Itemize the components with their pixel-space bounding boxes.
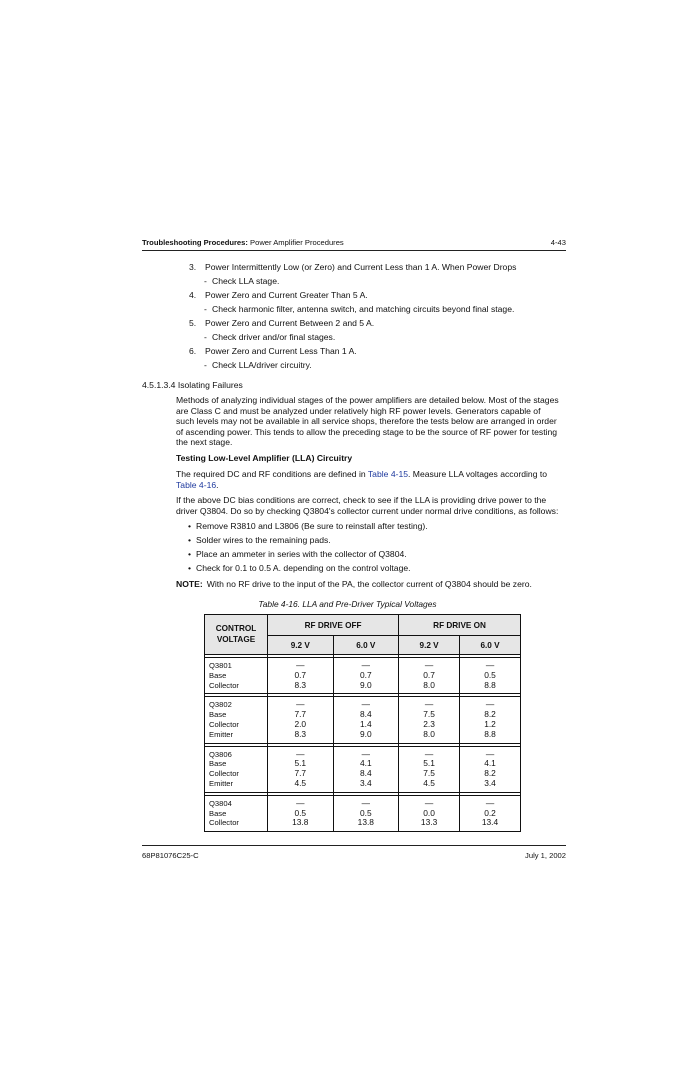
req-text: The required DC and RF conditions are defined in [176, 469, 368, 479]
voltage-value: 13.8 [292, 817, 309, 828]
voltage-value: 1.4 [359, 718, 372, 729]
bullet-item: • Solder wires to the remaining pads. [188, 535, 331, 545]
control-header-line: CONTROL [215, 624, 257, 633]
list-number: 5. [189, 318, 197, 328]
voltage-value: 4.1 [359, 758, 372, 769]
header-section-bold: Troubleshooting Procedures: [142, 238, 248, 247]
voltage-value: 8.8 [484, 679, 496, 690]
voltage-cell [268, 795, 334, 831]
voltage-cell [268, 658, 334, 694]
sub-item-5: - Check driver and/or final stages. [204, 332, 336, 342]
voltage-value: 0.0 [423, 807, 435, 818]
requirements-paragraph [176, 469, 566, 490]
transistor-label: Emitter [209, 729, 234, 739]
voltage-value: — [361, 699, 370, 710]
voltage-value: 8.3 [294, 728, 307, 739]
voltage-value: 3.4 [359, 777, 372, 788]
list-number: 4. [189, 290, 197, 300]
footer-doc-number: 68P81076C25-C [142, 851, 199, 860]
list-item-5 [189, 318, 374, 328]
transistor-label: Q3806 [209, 749, 232, 759]
bullet-item: • Check for 0.1 to 0.5 A. depending on the control voltage. [188, 563, 411, 573]
transistor-label-cell [205, 697, 268, 743]
subheading: Testing Low-Level Amplifier (LLA) Circuitry [176, 453, 353, 463]
list-item-6 [189, 346, 357, 356]
voltage-subheader: 6.0 V [333, 636, 399, 655]
header-section-rest: Power Amplifier Procedures [250, 238, 344, 247]
voltage-subheader: 9.2 V [399, 636, 460, 655]
bias-line: driver Q3804. Do so by checking Q3804's collector current under normal drive conditions, as follows: [176, 505, 559, 516]
voltage-value: — [424, 797, 434, 808]
voltage-value: 5.1 [423, 758, 435, 769]
bullet-text: Place an ammeter in series with the collector of Q3804. [196, 549, 407, 559]
voltage-value: 8.4 [359, 768, 372, 779]
list-text: Power Intermittently Low (or Zero) and Current Less than 1 A. When Power Drops [205, 262, 517, 272]
voltage-cell [268, 697, 334, 743]
voltage-value: 9.0 [359, 728, 372, 739]
sub-text: Check harmonic filter, antenna switch, and matching circuits beyond final stage. [212, 304, 515, 314]
list-item-3 [189, 262, 516, 272]
voltage-value: 8.2 [484, 768, 496, 779]
voltage-value: 0.5 [484, 669, 496, 680]
voltage-value: 2.3 [423, 718, 435, 729]
voltage-table [204, 614, 521, 832]
voltage-value: 7.7 [294, 768, 307, 779]
list-number: 3. [189, 262, 197, 272]
transistor-label: Collector [209, 818, 239, 828]
voltage-value: — [361, 660, 370, 670]
voltage-cell [333, 697, 399, 743]
note-label: NOTE: [176, 579, 203, 589]
voltage-value: — [296, 699, 305, 710]
voltage-cell [333, 746, 399, 792]
voltage-cell [460, 746, 521, 792]
voltage-cell [399, 746, 460, 792]
bullet-item: • Place an ammeter in series with the collector of Q3804. [188, 549, 407, 559]
voltage-value: 1.2 [484, 718, 496, 729]
intro-line: of ascending power. This tends to allow the preceding stage to be the source of RF power for testing [176, 426, 558, 437]
transistor-label: Q3802 [209, 700, 232, 710]
transistor-label: Collector [209, 680, 239, 690]
voltage-value: 8.0 [423, 728, 435, 739]
voltage-value: 5.1 [294, 758, 307, 769]
voltage-value: — [485, 748, 495, 759]
voltage-value: 0.7 [423, 669, 435, 680]
table-row [205, 658, 521, 694]
rf-drive-off-header: RF DRIVE OFF [268, 615, 399, 636]
voltage-value: 0.7 [359, 669, 372, 680]
intro-line: are Class C and must be analyzed under relatively high RF power levels. Generators capable of [176, 405, 541, 416]
voltage-value: — [361, 797, 370, 808]
transistor-label: Base [209, 670, 227, 680]
voltage-value: — [424, 748, 434, 759]
voltage-cell [333, 795, 399, 831]
transistor-label: Q3804 [209, 798, 232, 808]
table-row [205, 795, 521, 831]
transistor-label-cell [205, 795, 268, 831]
control-header-line: VOLTAGE [216, 634, 256, 644]
voltage-value: — [485, 660, 495, 670]
voltage-value: 8.2 [484, 709, 496, 720]
transistor-label: Q3801 [209, 661, 232, 670]
list-number: 6. [189, 346, 197, 356]
voltage-value: 9.0 [359, 679, 372, 690]
transistor-label: Collector [209, 719, 239, 729]
voltage-cell [268, 746, 334, 792]
table-caption: Table 4-16. LLA and Pre-Driver Typical Voltages [258, 599, 437, 609]
bullet-item: • Remove R3810 and L3806 (Be sure to reinstall after testing). [188, 521, 428, 531]
intro-line: Methods of analyzing individual stages of the power amplifiers are detailed below. Most of the stages [176, 395, 559, 405]
transistor-label: Emitter [209, 778, 234, 788]
intro-line: such levels may not be available in all service shops, therefore the tests below are arranged in order [176, 416, 557, 427]
list-text: Power Zero and Current Less Than 1 A. [205, 346, 357, 356]
voltage-value: 8.8 [484, 728, 496, 739]
bias-line: If the above DC bias conditions are correct, check to see if the LLA is providing drive power to the [176, 495, 547, 505]
table-row [205, 746, 521, 792]
voltage-cell [333, 658, 399, 694]
bullet-text: Solder wires to the remaining pads. [196, 535, 331, 545]
voltage-value: 13.3 [420, 817, 438, 828]
voltage-value: — [296, 660, 305, 670]
transistor-label: Base [209, 710, 227, 720]
bullet-text: Remove R3810 and L3806 (Be sure to reinstall after testing). [196, 521, 428, 531]
list-text: Power Zero and Current Greater Than 5 A. [205, 290, 368, 300]
transistor-label: Base [209, 759, 227, 769]
header-page-number: 4-43 [550, 238, 566, 247]
section-heading: 4.5.1.3.4 Isolating Failures [142, 380, 243, 390]
transistor-label: Collector [209, 769, 239, 779]
voltage-value: — [485, 699, 495, 710]
voltage-value: — [424, 660, 434, 670]
voltage-value: 7.7 [294, 709, 307, 720]
voltage-cell [399, 795, 460, 831]
voltage-subheader: 6.0 V [460, 636, 521, 655]
note [176, 579, 532, 589]
req-text: . Measure LLA voltages according to [408, 469, 548, 479]
transistor-label: Base [209, 808, 227, 818]
voltage-value: — [296, 797, 305, 808]
voltage-value: 13.4 [481, 817, 499, 828]
req-text: . [216, 479, 219, 490]
voltage-value: 2.0 [294, 718, 307, 729]
voltage-value: — [485, 797, 495, 808]
voltage-value: 4.1 [484, 758, 496, 769]
footer-rule [142, 845, 566, 846]
footer-date: July 1, 2002 [525, 851, 566, 860]
voltage-value: 8.3 [294, 679, 307, 690]
voltage-value: — [296, 748, 305, 759]
bias-paragraph [176, 495, 566, 516]
header-title [142, 238, 344, 247]
voltage-cell [399, 697, 460, 743]
sub-text: Check LLA/driver circuitry. [212, 360, 312, 370]
voltage-value: 7.5 [423, 768, 435, 779]
intro-paragraph [176, 395, 566, 448]
voltage-cell [460, 658, 521, 694]
voltage-value: 0.5 [359, 807, 372, 818]
sub-text: Check LLA stage. [212, 276, 280, 286]
voltage-subheader: 9.2 V [268, 636, 334, 655]
voltage-value: 3.4 [484, 777, 496, 788]
sub-item-4: - Check harmonic filter, antenna switch, and matching circuits beyond final stage. [204, 304, 515, 314]
sub-item-3: - Check LLA stage. [204, 276, 280, 286]
table-4-16-link[interactable]: Table 4-16 [176, 479, 217, 490]
list-item-4 [189, 290, 368, 300]
voltage-value: 0.7 [294, 669, 307, 680]
voltage-value: 8.4 [359, 709, 372, 720]
voltage-cell [460, 795, 521, 831]
voltage-cell [399, 658, 460, 694]
rf-drive-on-header: RF DRIVE ON [399, 615, 521, 636]
note-text: With no RF drive to the input of the PA, the collector current of Q3804 should be zero. [206, 579, 532, 589]
table-4-15-link[interactable]: Table 4-15 [367, 469, 409, 479]
voltage-value: — [424, 699, 434, 710]
transistor-label-cell [205, 746, 268, 792]
voltage-value: 0.5 [294, 807, 307, 818]
voltage-value: 13.8 [357, 817, 374, 828]
sub-text: Check driver and/or final stages. [212, 332, 336, 342]
voltage-value: 7.5 [423, 709, 435, 720]
voltage-value: 8.0 [423, 679, 435, 690]
table-header-row [205, 615, 521, 636]
voltage-value: — [361, 748, 370, 759]
list-text: Power Zero and Current Between 2 and 5 A. [205, 318, 375, 328]
voltage-value: 4.5 [294, 777, 307, 788]
bullet-text: Check for 0.1 to 0.5 A. depending on the control voltage. [196, 563, 411, 573]
transistor-label-cell [205, 658, 268, 694]
sub-item-6: - Check LLA/driver circuitry. [204, 360, 312, 370]
header-rule [142, 250, 566, 251]
control-voltage-header [205, 615, 268, 655]
voltage-cell [460, 697, 521, 743]
voltage-value: 0.2 [484, 807, 496, 818]
intro-line: the next stage. [176, 437, 233, 448]
voltage-value: 4.5 [423, 777, 435, 788]
table-row [205, 697, 521, 743]
